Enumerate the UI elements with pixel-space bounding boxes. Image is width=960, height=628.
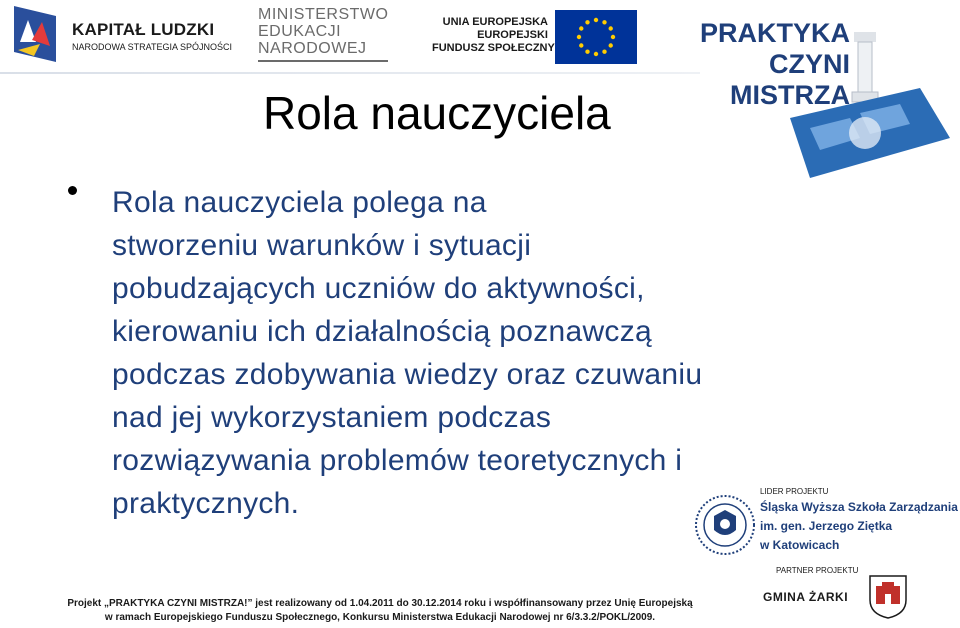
body-line: podczas zdobywania wiedzy oraz czuwaniu [112, 358, 703, 391]
partner-label: PARTNER PROJEKTU [776, 566, 859, 575]
kapital-ludzki-title: KAPITAŁ LUDZKI [72, 20, 215, 39]
eu-star-icon [579, 26, 583, 30]
eu-star-icon [602, 50, 606, 54]
ministry-underline [258, 60, 388, 62]
eu-text-line-2: EUROPEJSKI [477, 29, 548, 41]
body-line: pobudzających uczniów do aktywności, [112, 272, 645, 305]
footer-line-1: Projekt „PRAKTYKA CZYNI MISTRZA!” jest realizowany od 1.04.2011 do 30.12.2014 roku i współfinansowany przez Unię Europejską [67, 598, 693, 609]
slide-body [112, 181, 812, 525]
eu-star-icon [609, 26, 613, 30]
project-footer [0, 597, 760, 625]
body-line: praktycznych. [112, 487, 300, 520]
body-line: Rola nauczyciela polega na [112, 186, 487, 219]
leader-name-line-3: w Katowicach [760, 538, 840, 552]
eu-star-icon [594, 18, 598, 22]
ministry-line-1: MINISTERSTWO [258, 6, 389, 23]
eu-text-line-3: FUNDUSZ SPOŁECZNY [432, 42, 555, 54]
eu-star-icon [602, 20, 606, 24]
slide-title: Rola nauczyciela [263, 87, 611, 139]
eu-star-icon [579, 43, 583, 47]
eu-text [432, 16, 555, 55]
ministry-line-2: EDUKACJI [258, 23, 342, 40]
header-divider [0, 72, 700, 74]
footer-line-2: w ramach Europejskiego Funduszu Społecznego, Konkursu Ministerstwa Edukacji Narodowej nr 6/3.3.2/POKL/2009. [104, 612, 656, 623]
leader-name-line-2: im. gen. Jerzego Ziętka [760, 519, 893, 533]
eu-star-icon [611, 35, 615, 39]
partner-name: GMINA ŻARKI [763, 590, 849, 604]
ministry-line-3: NARODOWEJ [258, 40, 367, 57]
eu-star-icon [585, 20, 589, 24]
kapital-ludzki-subtitle: NARODOWA STRATEGIA SPÓJNOŚCI [72, 42, 233, 52]
body-line: rozwiązywania problemów teoretycznych i [112, 444, 683, 477]
eu-star-icon [577, 35, 581, 39]
leader-name-line-1: Śląska Wyższa Szkoła Zarządzania [760, 500, 958, 514]
zarki-crest-icon [868, 574, 908, 620]
body-line: nad jej wykorzystaniem podczas [112, 401, 552, 434]
chessboard-icon [770, 88, 950, 178]
leader-name [760, 498, 958, 555]
brand-line-2: CZYNI [769, 49, 850, 79]
brand-line-1: PRAKTYKA [699, 18, 850, 48]
eu-star-icon [609, 43, 613, 47]
university-seal-icon [694, 494, 756, 556]
eu-text-line-1: UNIA EUROPEJSKA [442, 16, 548, 28]
eu-flag-icon [555, 10, 637, 64]
body-line: stworzeniu warunków i sytuacji [112, 229, 532, 262]
eu-star-icon [585, 50, 589, 54]
eu-star-icon [594, 52, 598, 56]
brand-line-3: MISTRZA [730, 80, 850, 110]
leader-label: LIDER PROJEKTU [760, 487, 829, 496]
bullet-dot [68, 186, 77, 195]
kapital-ludzki-logo-icon [14, 6, 56, 62]
body-line: kierowaniu ich działalnością poznawczą [112, 315, 653, 348]
ministry-logo [258, 6, 388, 57]
